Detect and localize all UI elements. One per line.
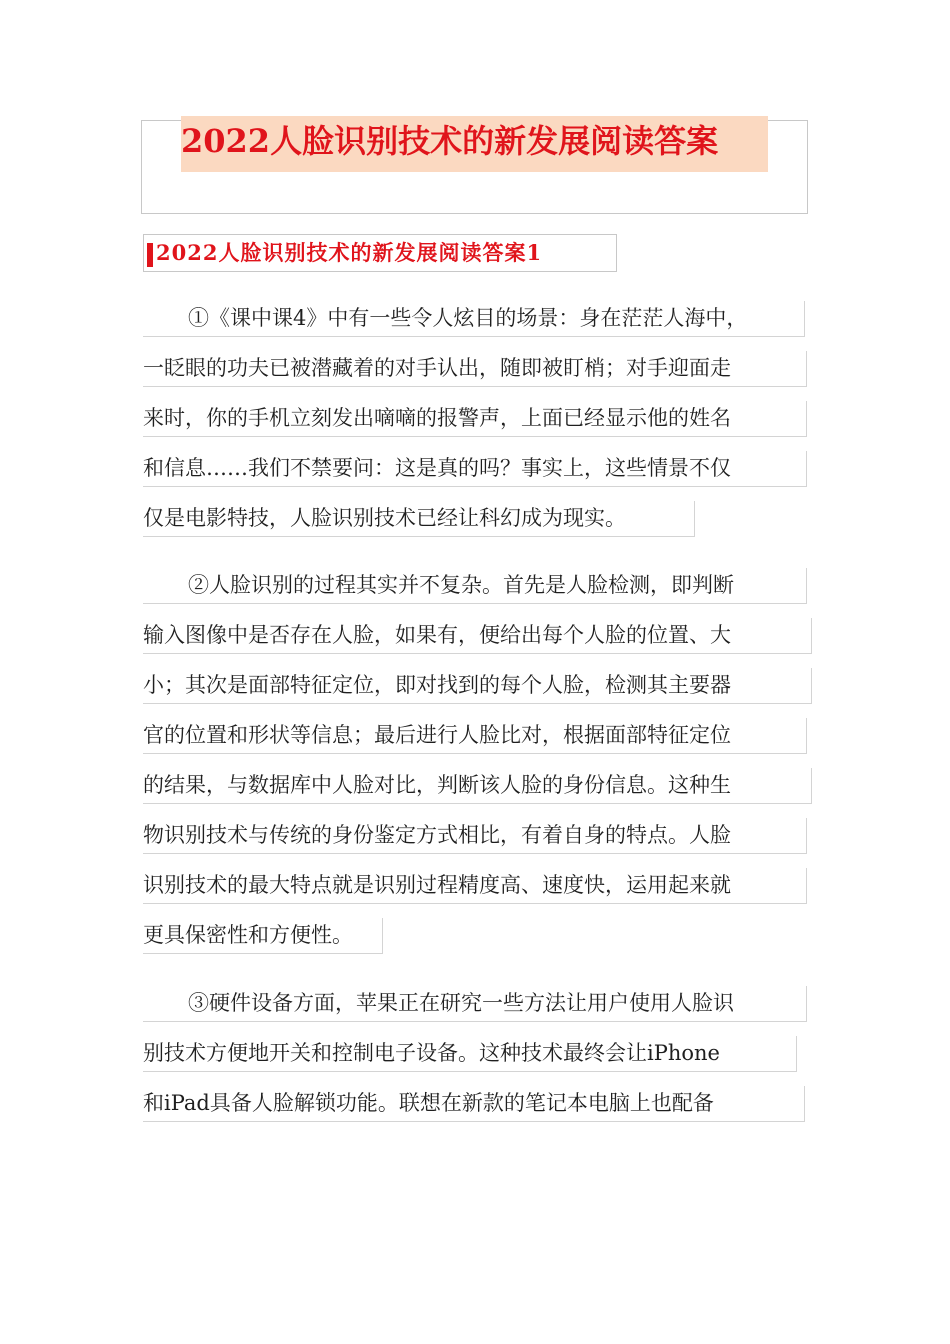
section-title: 2022人脸识别技术的新发展阅读答案1 — [156, 240, 543, 265]
section-heading — [143, 234, 617, 272]
document-title: 2022人脸识别技术的新发展阅读答案 — [181, 116, 768, 172]
paragraph-line: 输入图像中是否存在人脸，如果有，便给出每个人脸的位置、大 — [143, 618, 812, 654]
paragraph-line: 和信息……我们不禁要问：这是真的吗？事实上，这些情景不仅 — [143, 451, 807, 487]
paragraph-line: ①《课中课4》中有一些令人炫目的场景：身在茫茫人海中， — [143, 301, 805, 337]
paragraph-line: 别技术方便地开关和控制电子设备。这种技术最终会让iPhone — [143, 1036, 797, 1072]
paragraph-line: 来时，你的手机立刻发出嘀嘀的报警声，上面已经显示他的姓名 — [143, 401, 807, 437]
paragraph-line: ②人脸识别的过程其实并不复杂。首先是人脸检测，即判断 — [143, 568, 807, 604]
paragraph-line: 的结果，与数据库中人脸对比，判断该人脸的身份信息。这种生 — [143, 768, 812, 804]
paragraph-line: 更具保密性和方便性。 — [143, 918, 383, 954]
paragraph-line: 一眨眼的功夫已被潜藏着的对手认出，随即被盯梢；对手迎面走 — [143, 351, 807, 387]
paragraph-line: 小；其次是面部特征定位，即对找到的每个人脸，检测其主要器 — [143, 668, 812, 704]
paragraph-line: 识别技术的最大特点就是识别过程精度高、速度快，运用起来就 — [143, 868, 807, 904]
paragraph-line: 官的位置和形状等信息；最后进行人脸比对，根据面部特征定位 — [143, 718, 807, 754]
section-marker-icon — [147, 243, 153, 267]
paragraph-line: 仅是电影特技，人脸识别技术已经让科幻成为现实。 — [143, 501, 695, 537]
paragraph-line: 物识别技术与传统的身份鉴定方式相比，有着自身的特点。人脸 — [143, 818, 807, 854]
paragraph-line: ③硬件设备方面，苹果正在研究一些方法让用户使用人脸识 — [143, 986, 807, 1022]
paragraph-line: 和iPad具备人脸解锁功能。联想在新款的笔记本电脑上也配备 — [143, 1086, 805, 1122]
